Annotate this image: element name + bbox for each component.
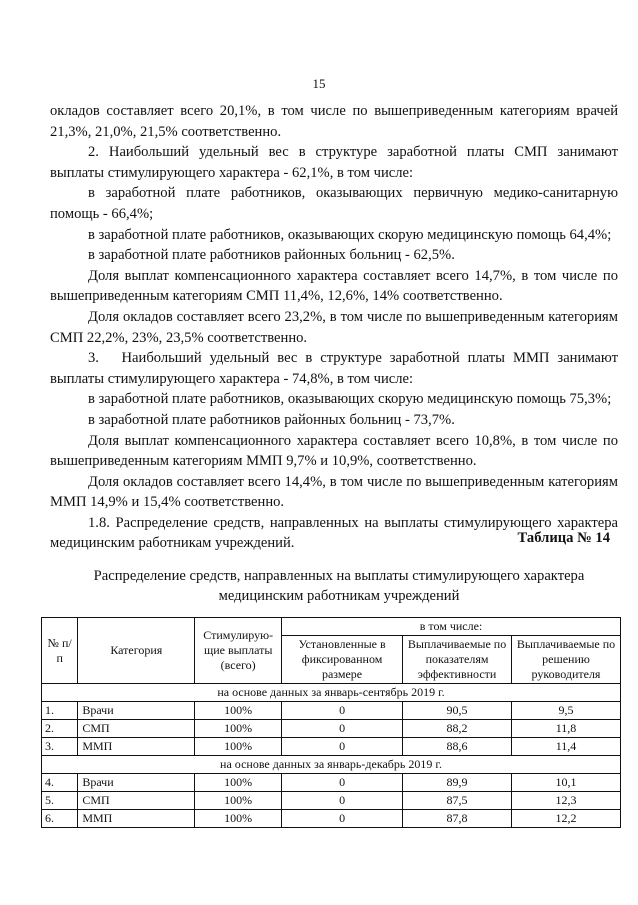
- cell-num: 2.: [42, 720, 78, 738]
- table-row: [42, 702, 621, 720]
- cell-total: 100%: [195, 810, 282, 828]
- cell-category: Врачи: [78, 702, 195, 720]
- paragraph: в заработной плате работников районных больниц - 73,7%.: [88, 411, 455, 428]
- cell-fixed: 0: [282, 810, 403, 828]
- cell-manager: 10,1: [512, 774, 621, 792]
- paragraph: окладов составляет всего 20,1%, в том числе по вышеприведенным категориям врачей 21,3%, 21,0%, 21,5% соответственно.: [50, 103, 618, 140]
- paragraph: в заработной плате работников районных больниц - 62,5%.: [88, 247, 455, 264]
- table-caption: Таблица № 14: [517, 530, 610, 546]
- header-manager: Выплачиваемые по решению руководителя: [512, 636, 621, 684]
- cell-total: 100%: [195, 738, 282, 756]
- cell-total: 100%: [195, 702, 282, 720]
- paragraph: в заработной плате работников, оказывающих скорую медицинскую помощь 64,4%;: [88, 226, 612, 243]
- cell-category: Врачи: [78, 774, 195, 792]
- cell-performance: 90,5: [403, 702, 512, 720]
- table-row: [42, 774, 621, 792]
- table-row: [42, 810, 621, 828]
- cell-performance: 87,5: [403, 792, 512, 810]
- paragraph: 2. Наибольший удельный вес в структуре заработной платы СМП занимают выплаты стимулирующего характера - 62,1%, в том числе:: [50, 144, 618, 181]
- cell-manager: 9,5: [512, 702, 621, 720]
- cell-category: ММП: [78, 738, 195, 756]
- cell-fixed: 0: [282, 720, 403, 738]
- table-title-line: медицинским работникам учреждений: [218, 588, 460, 604]
- cell-manager: 11,4: [512, 738, 621, 756]
- cell-performance: 89,9: [403, 774, 512, 792]
- body-text: [50, 101, 618, 554]
- header-fixed: Установленные в фиксированном размере: [282, 636, 403, 684]
- paragraph: Доля выплат компенсационного характера составляет всего 14,7%, в том числе по вышеприведенным категориям СМП 11,4%, 12,6%, 14% соответственно.: [50, 267, 618, 305]
- paragraph: Доля выплат компенсационного характера составляет всего 10,8%, в том числе по вышеприведенным категориям ММП 9,7% и 10,9%, соответственно.: [50, 432, 618, 470]
- cell-performance: 87,8: [403, 810, 512, 828]
- header-num: № п/п: [42, 618, 78, 684]
- cell-category: СМП: [78, 720, 195, 738]
- cell-total: 100%: [195, 720, 282, 738]
- header-including: в том числе:: [282, 618, 621, 636]
- cell-performance: 88,2: [403, 720, 512, 738]
- cell-num: 1.: [42, 702, 78, 720]
- page-number: 15: [312, 76, 326, 91]
- cell-num: 5.: [42, 792, 78, 810]
- table-row: [42, 792, 621, 810]
- cell-fixed: 0: [282, 738, 403, 756]
- cell-total: 100%: [195, 792, 282, 810]
- section-title: на основе данных за январь-сентябрь 2019 г.: [42, 684, 621, 702]
- table-title: [40, 566, 638, 606]
- stimulus-distribution-table: [41, 617, 621, 828]
- header-total: Стимулирую-щие выплаты (всего): [195, 618, 282, 684]
- cell-total: 100%: [195, 774, 282, 792]
- paragraph: Доля окладов составляет всего 23,2%, в том числе по вышеприведенным категориям СМП 22,2%, 23%, 23,5% соответственно.: [50, 308, 618, 346]
- cell-category: ММП: [78, 810, 195, 828]
- cell-fixed: 0: [282, 702, 403, 720]
- cell-manager: 12,2: [512, 810, 621, 828]
- table-row: [42, 738, 621, 756]
- cell-category: СМП: [78, 792, 195, 810]
- paragraph: Доля окладов составляет всего 14,4%, в том числе по вышеприведенным категориям ММП 14,9% и 15,4% соответственно.: [50, 473, 618, 511]
- paragraph: в заработной плате работников, оказывающих скорую медицинскую помощь 75,3%;: [88, 391, 612, 408]
- table-title-line: Распределение средств, направленных на выплаты стимулирующего характера: [93, 568, 585, 584]
- header-performance: Выплачиваемые по показателям эффективности: [403, 636, 512, 684]
- section-title: на основе данных за январь-декабрь 2019 г.: [42, 756, 621, 774]
- paragraph: в заработной плате работников, оказывающих первичную медико-санитарную помощь - 66,4%;: [50, 185, 618, 222]
- cell-num: 4.: [42, 774, 78, 792]
- header-category: Категория: [78, 618, 195, 684]
- cell-manager: 11,8: [512, 720, 621, 738]
- cell-fixed: 0: [282, 774, 403, 792]
- paragraph: 1.8. Распределение средств, направленных на выплаты стимулирующего характера медицинским работникам учреждений.: [50, 514, 618, 552]
- cell-num: 6.: [42, 810, 78, 828]
- cell-manager: 12,3: [512, 792, 621, 810]
- table-row: [42, 720, 621, 738]
- cell-fixed: 0: [282, 792, 403, 810]
- paragraph: 3. Наибольший удельный вес в структуре заработной платы ММП занимают выплаты стимулирующего характера - 74,8%, в том числе:: [50, 350, 618, 387]
- cell-performance: 88,6: [403, 738, 512, 756]
- cell-num: 3.: [42, 738, 78, 756]
